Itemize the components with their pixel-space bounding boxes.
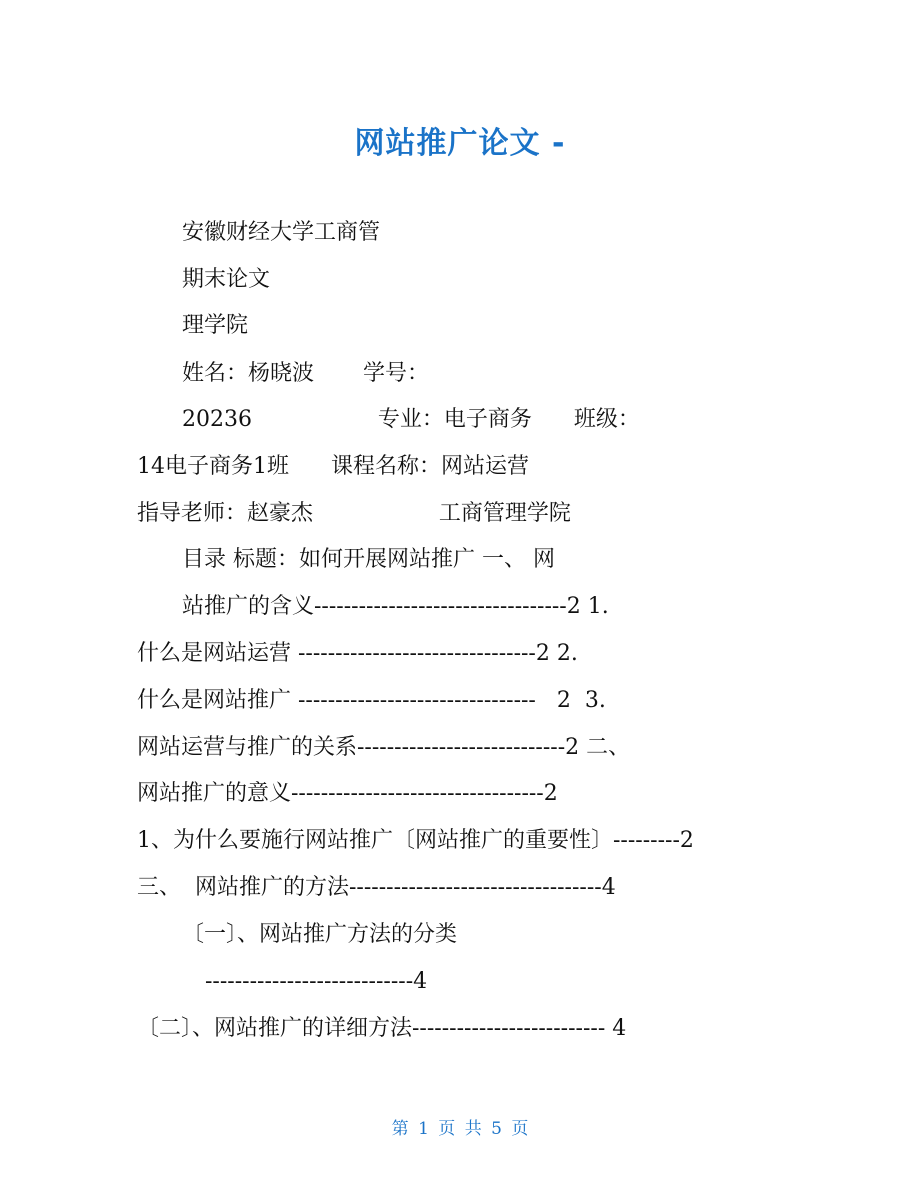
toc-line: 〔二〕、网站推广的详细方法-------------------------- 4 bbox=[137, 1016, 627, 1041]
document-title: 网站推广论文 - bbox=[354, 126, 566, 161]
toc-line: ----------------------------4 bbox=[205, 969, 428, 994]
text-line: 14电子商务1班 课程名称：网站运营 bbox=[137, 454, 529, 479]
text-line: 理学院 bbox=[182, 313, 249, 338]
toc-line: 站推广的含义----------------------------------2 1. bbox=[182, 594, 609, 619]
text-line: 期末论文 bbox=[182, 267, 271, 292]
page-footer: 第 1 页 共 5 页 bbox=[391, 1119, 529, 1139]
toc-line: 网站推广的意义----------------------------------2 bbox=[137, 781, 558, 806]
text-line: 姓名：杨晓波 学号： bbox=[182, 361, 429, 386]
toc-line: 1、为什么要施行网站推广〔网站推广的重要性〕---------2 bbox=[137, 828, 694, 853]
text-line: 目录 标题：如何开展网站推广 一、 网 bbox=[182, 547, 555, 572]
text-line: 安徽财经大学工商管 bbox=[182, 220, 381, 245]
toc-line: 〔一〕、网站推广方法的分类 bbox=[182, 922, 458, 947]
toc-line: 什么是网站推广 -------------------------------- 2 3. bbox=[137, 688, 606, 713]
toc-line: 网站运营与推广的关系----------------------------2 二、 bbox=[137, 735, 631, 760]
toc-line: 什么是网站运营 --------------------------------2 2. bbox=[137, 641, 578, 666]
text-line: 指导老师：赵豪杰 工商管理学院 bbox=[137, 501, 571, 526]
toc-line: 三、 网站推广的方法----------------------------------4 bbox=[137, 875, 616, 900]
text-line: 20236 专业：电子商务 班级： bbox=[182, 407, 640, 432]
